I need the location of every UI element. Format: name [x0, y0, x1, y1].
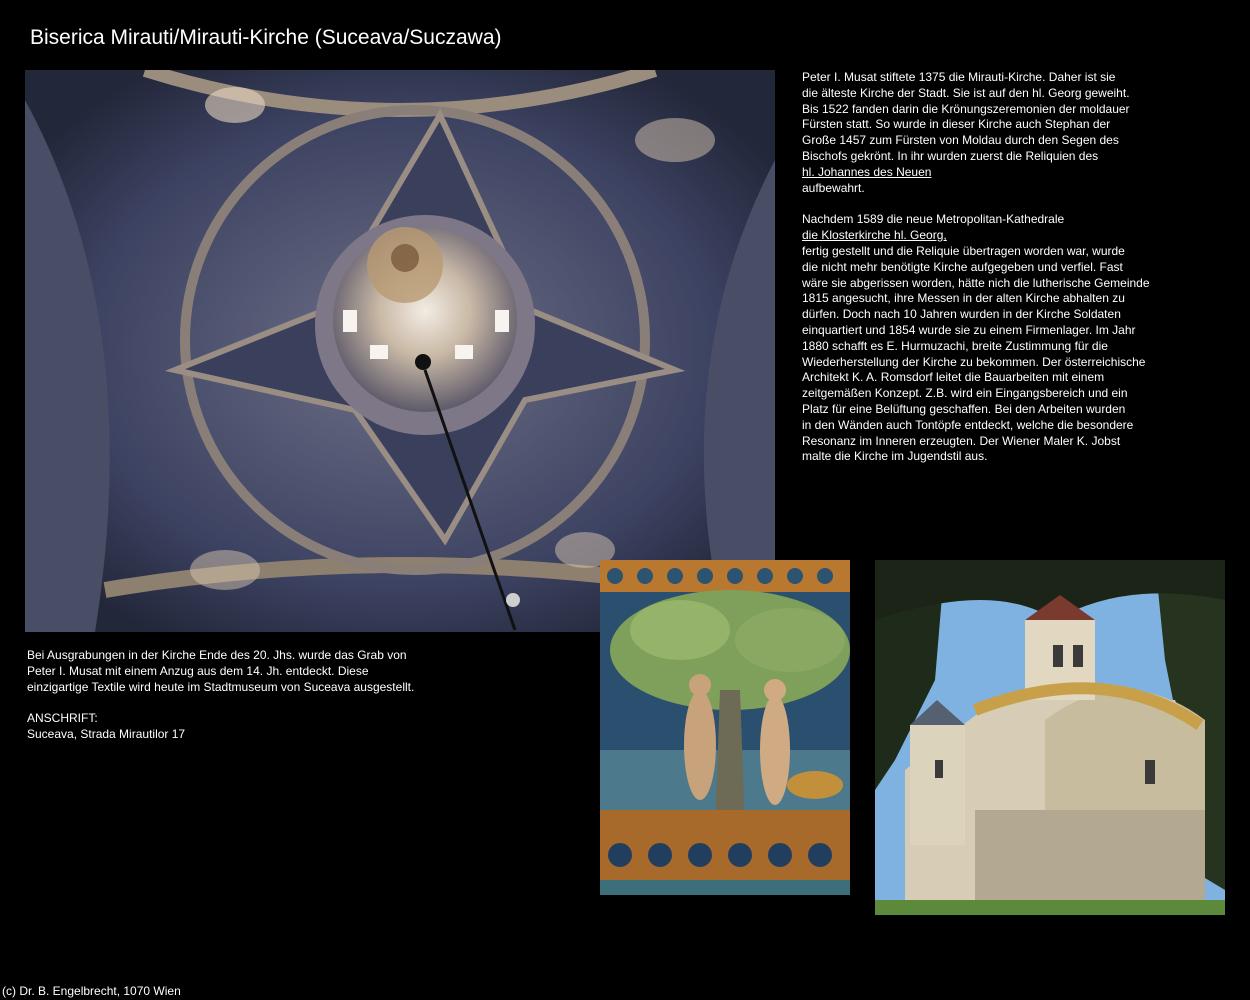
text-line: in den Wänden auch Tontöpfe entdeckt, welche die besondere — [802, 417, 1134, 432]
link-klosterkirche-hl-georg[interactable]: die Klosterkirche hl. Georg, — [802, 228, 947, 243]
text-line: die älteste Kirche der Stadt. Sie ist auf den hl. Georg geweiht. — [802, 85, 1130, 100]
page-title: Biserica Mirauti/Mirauti-Kirche (Suceava/Suczawa) — [30, 26, 502, 49]
text-line: Bei Ausgrabungen in der Kirche Ende des 20. Jhs. wurde das Grab von — [27, 648, 407, 662]
text-line: fertig gestellt und die Reliquie übertragen worden war, wurde — [802, 243, 1125, 258]
text-line: wäre sie abgerissen worden, hätte nich die lutherische Gemeinde — [802, 275, 1150, 290]
church-exterior-photo — [875, 560, 1225, 915]
text-line: 1815 angesucht, ihre Messen in der alten Kirche abhalten zu — [802, 291, 1125, 306]
text-line: dürfen. Doch nach 10 Jahren wurden in der Kirche Soldaten — [802, 307, 1121, 322]
text-line: zeitgemäßen Konzept. Z.B. wird ein Eingangsbereich und ein — [802, 386, 1128, 401]
text-line: 1880 schafft es E. Hurmuzachi, breite Zustimmung für die — [802, 338, 1108, 353]
text-line: aufbewahrt. — [802, 180, 865, 195]
text-line: Resonanz im Inneren erzeugten. Der Wiener Maler K. Jobst — [802, 433, 1121, 448]
text-line: Peter I. Musat stiftete 1375 die Mirauti-Kirche. Daher ist sie — [802, 70, 1116, 84]
text-line: einzigartige Textile wird heute im Stadtmuseum von Suceava ausgestellt. — [27, 679, 415, 694]
text-line: einquartiert und 1854 wurde sie zu einem Firmenlager. Im Jahr — [802, 322, 1136, 337]
text-line: Peter I. Musat mit einem Anzug aus dem 14. Jh. entdeckt. Diese — [27, 663, 369, 678]
text-line: Fürsten statt. So wurde in dieser Kirche auch Stephan der — [802, 117, 1111, 132]
adam-eve-fresco-photo — [600, 560, 850, 895]
text-line: malte die Kirche im Jugendstil aus. — [802, 449, 988, 464]
text-line: Platz für eine Belüftung geschaffen. Bei den Arbeiten wurden — [802, 401, 1126, 416]
link-johannes-des-neuen[interactable]: hl. Johannes des Neuen — [802, 164, 932, 179]
text-line: Architekt K. A. Romsdorf leitet die Bauarbeiten mit einem — [802, 370, 1105, 385]
address: Suceava, Strada Mirautilor 17 — [27, 727, 186, 742]
history-text — [802, 70, 1242, 465]
dome-interior-photo — [25, 70, 775, 632]
text-line: Nachdem 1589 die neue Metropolitan-Kathedrale — [802, 212, 1065, 227]
text-line: Große 1457 zum Fürsten von Moldau durch den Segen des — [802, 133, 1119, 148]
address-label: ANSCHRIFT: — [27, 711, 98, 726]
text-line: Bis 1522 fanden darin die Krönungszeremonien der moldauer — [802, 101, 1130, 116]
copyright-footer: (c) Dr. B. Engelbrecht, 1070 Wien — [2, 984, 181, 998]
excavation-text — [27, 648, 587, 743]
text-line: Bischofs gekrönt. In ihr wurden zuerst die Reliquien des — [802, 148, 1099, 163]
text-line: die nicht mehr benötigte Kirche aufgegeben und verfiel. Fast — [802, 259, 1123, 274]
text-line: Wiederherstellung der Kirche zu bekommen. Der österreichische — [802, 354, 1146, 369]
